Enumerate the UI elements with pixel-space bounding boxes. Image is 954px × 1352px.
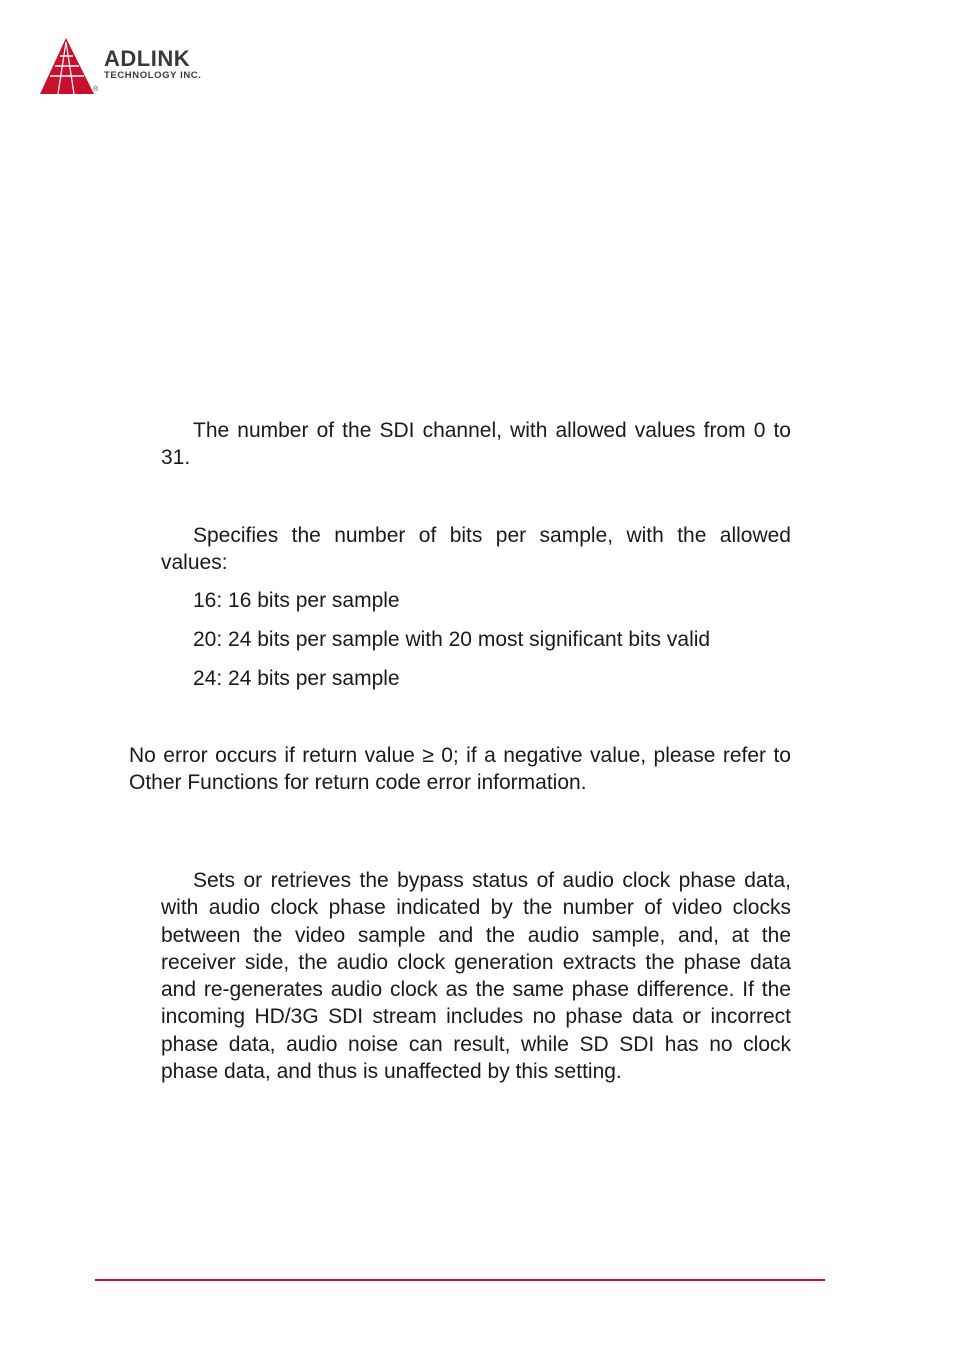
bits-description: Specifies the number of bits per sample, with the allowed values: xyxy=(161,524,791,575)
footer-divider xyxy=(95,1279,825,1281)
bypass-description: Sets or retrieves the bypass status of audio clock phase data, with audio clock phase indicated by the number of video clocks between the video sample and the audio sample, and, at the receiver side, the audio clock generation extracts the phase data and re-generates audio clock as the same phase difference. If the incoming HD/3G SDI stream includes no phase data or incorrect phase data, audio noise can result, while SD SDI has no clock phase data, and thus is unaffected by this setting. xyxy=(161,869,791,1084)
return-description: No error occurs if return value ≥ 0; if a negative value, please refer to Other Functions for return code error information. xyxy=(129,744,791,795)
company-logo xyxy=(38,36,238,98)
logo-subtitle: TECHNOLOGY INC. xyxy=(104,70,202,81)
adlink-triangle-icon xyxy=(38,36,100,98)
bits-option-16: 16: 16 bits per sample xyxy=(193,589,400,612)
logo-registered-mark: ® xyxy=(93,86,99,93)
logo-wordmark: ADLINK xyxy=(104,46,191,71)
bits-option-20: 20: 24 bits per sample with 20 most significant bits valid xyxy=(193,628,711,651)
bits-option-24: 24: 24 bits per sample xyxy=(193,667,400,690)
channel-description: The number of the SDI channel, with allowed values from 0 to 31. xyxy=(161,419,791,470)
